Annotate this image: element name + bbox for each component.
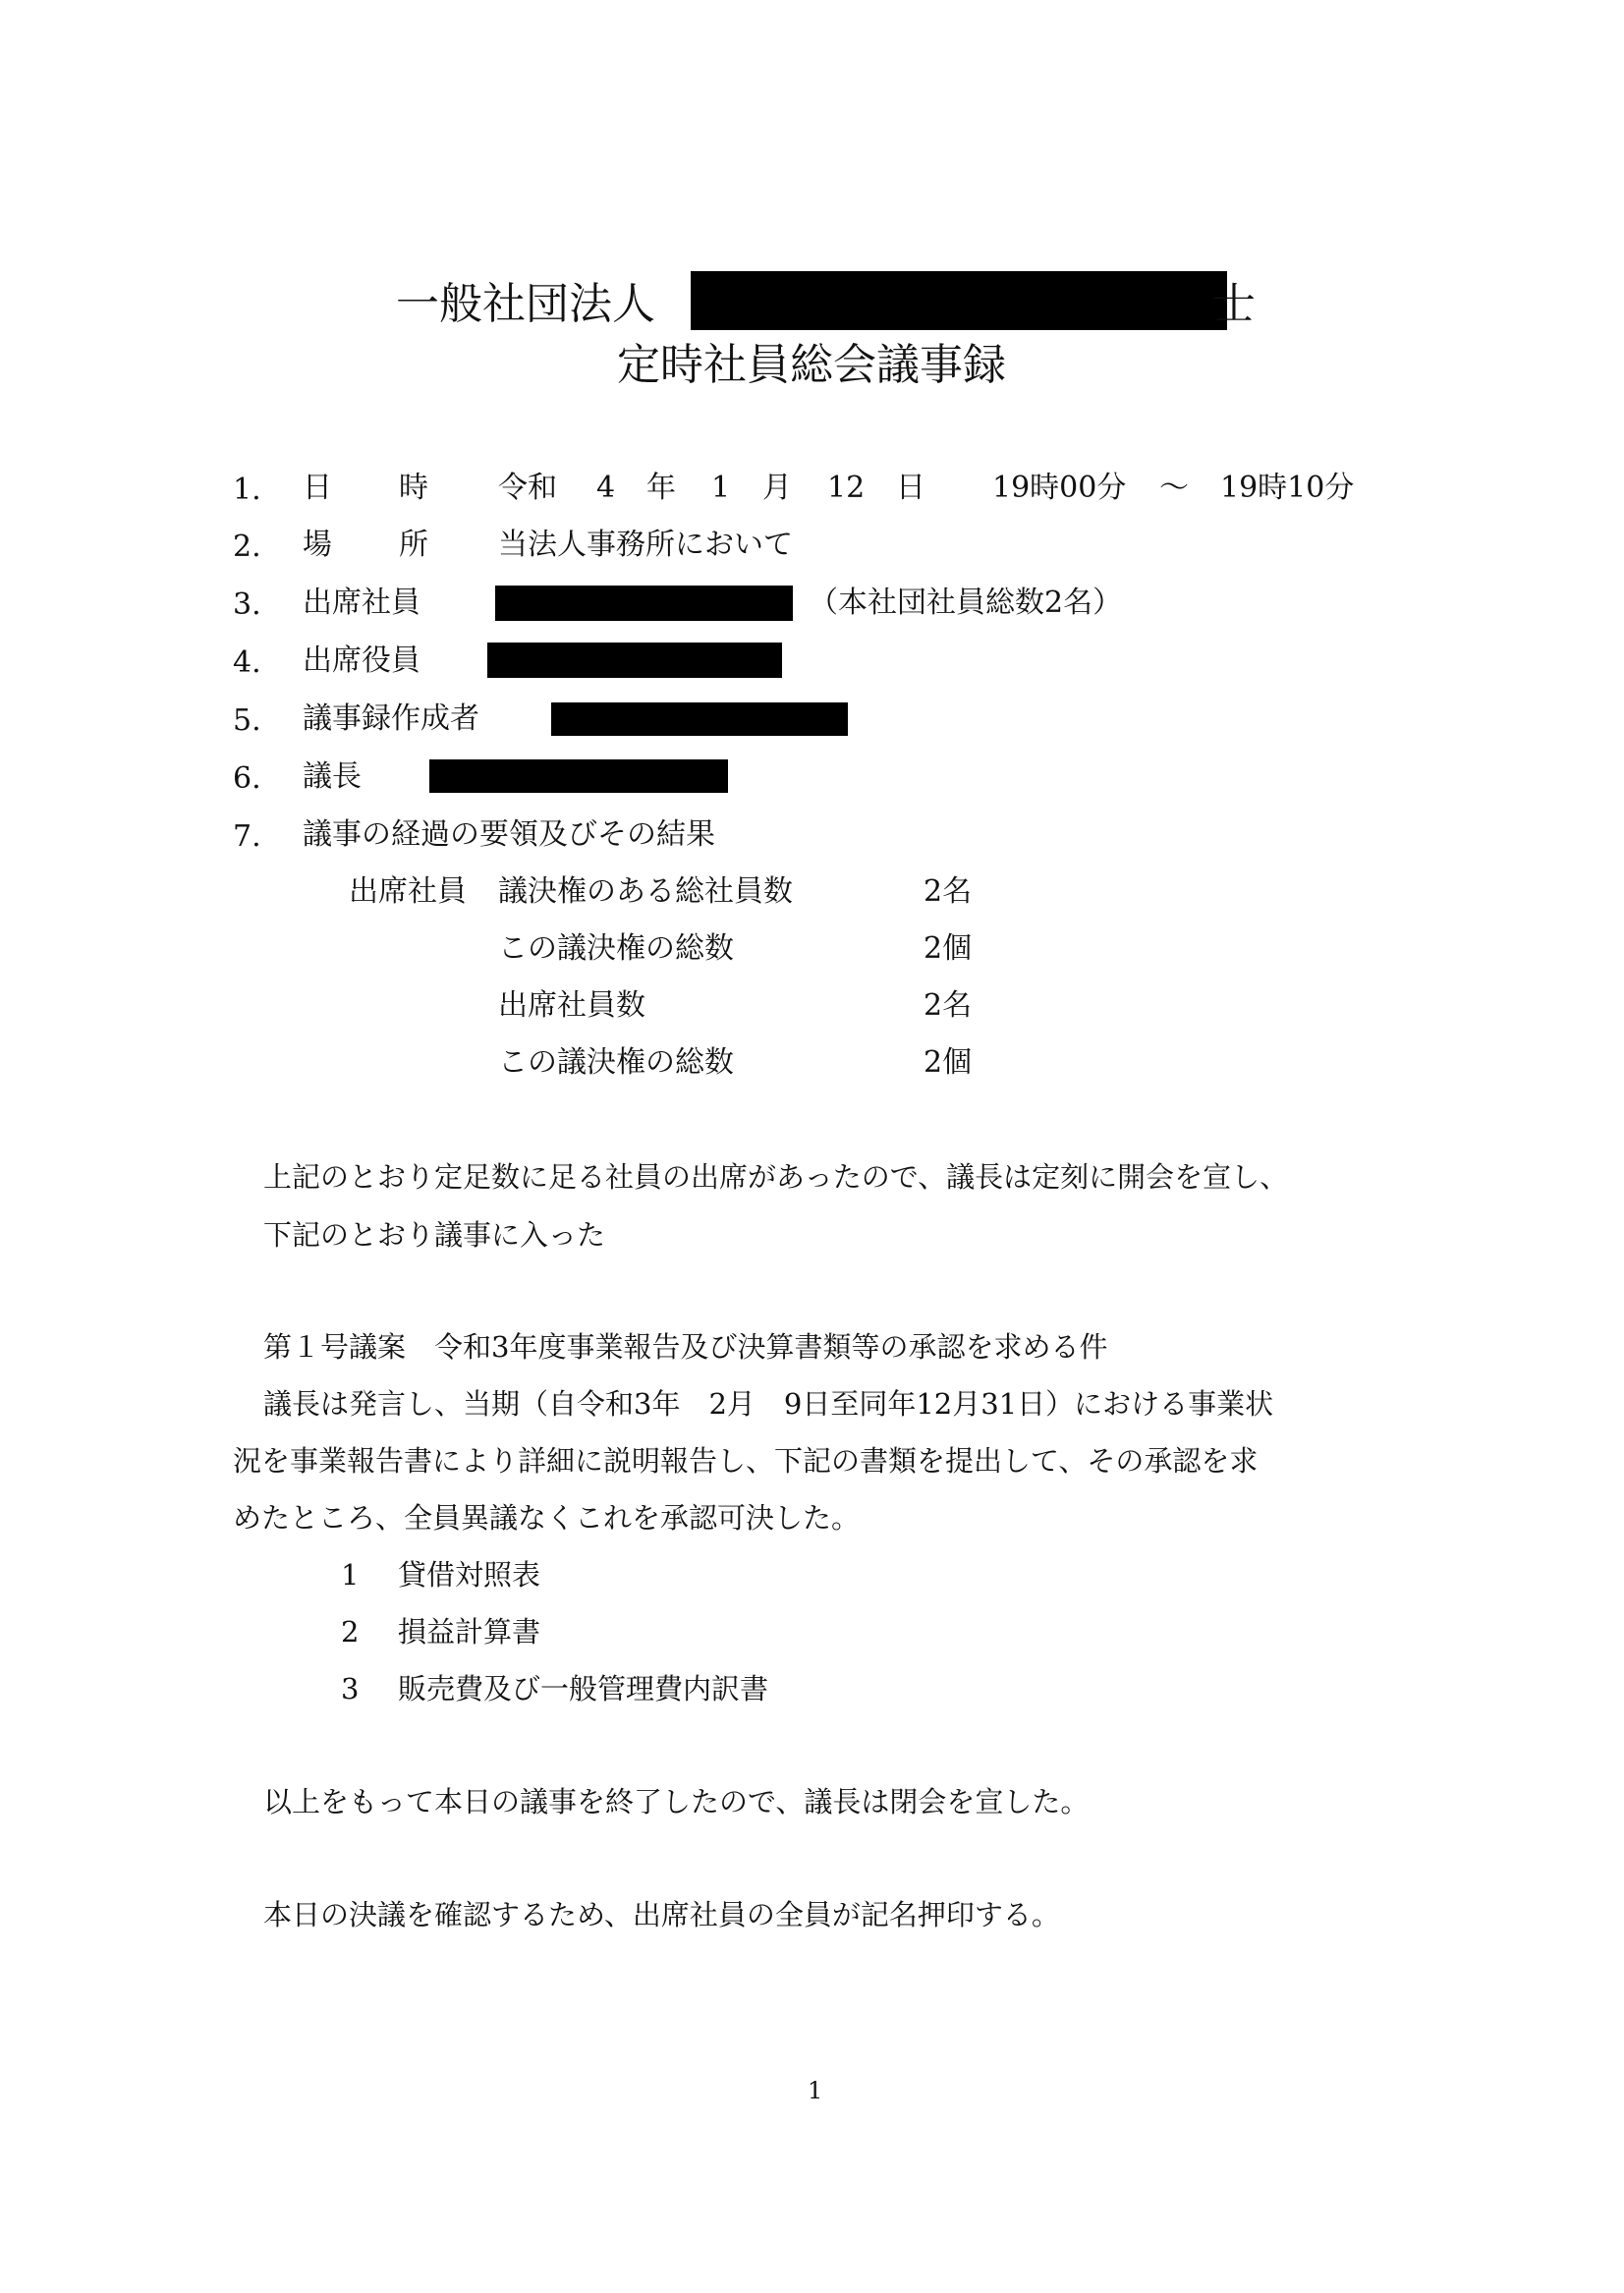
attendance-row-value: 2個	[924, 1045, 973, 1080]
attendance-row-label: この議決権の総数	[498, 1045, 734, 1080]
item-number: 6.	[233, 761, 261, 796]
attendance-row-label: 出席社員数	[498, 988, 645, 1023]
item-label: 場	[303, 528, 332, 562]
attendance-row-label: 議決権のある総社員数	[498, 874, 793, 909]
attendance-row-label: この議決権の総数	[498, 931, 734, 966]
time-start: 19時00分	[992, 471, 1127, 505]
document-title: 定時社員総会議事録	[617, 340, 1006, 390]
date-year-unit: 年	[646, 471, 676, 505]
item-number: 4.	[233, 645, 261, 680]
doc-number: 2	[341, 1615, 360, 1649]
signing-statement: 本日の決議を確認するため、出席社員の全員が記名押印する。	[263, 1898, 1060, 1931]
item-label: 議事録作成者	[303, 701, 479, 736]
item-label: 出席社員	[303, 586, 420, 620]
attendance-row-value: 2名	[924, 988, 973, 1023]
attendance-group-label: 出席社員	[349, 874, 467, 909]
doc-label: 損益計算書	[398, 1615, 541, 1649]
agenda-title: 第１号議案 令和3年度事業報告及び決算書類等の承認を求める件	[263, 1330, 1108, 1364]
time-tilde: ～	[1159, 471, 1189, 505]
paragraph-line: 議長は発言し、当期（自令和3年 2月 9日至同年12月31日）における事業状	[263, 1387, 1274, 1421]
attendance-row-value: 2個	[924, 931, 973, 966]
paragraph-line: めたところ、全員異議なくこれを承認可決した。	[233, 1501, 861, 1535]
item-number: 2.	[233, 530, 261, 564]
date-day-unit: 日	[896, 471, 925, 505]
item-label: 議事の経過の要領及びその結果	[303, 817, 715, 852]
paragraph-line: 況を事業報告書により詳細に説明報告し、下記の書類を提出して、その承認を求	[233, 1444, 1259, 1478]
paragraph-line: 上記のとおり定足数に足る社員の出席があったので、議長は定刻に開会を宣し、	[263, 1160, 1289, 1194]
date-year: 4	[596, 471, 616, 505]
doc-number: 1	[341, 1558, 360, 1592]
attendance-row-value: 2名	[924, 874, 973, 909]
redacted-officers	[487, 643, 782, 678]
org-name-prefix: 一般社団法人	[396, 279, 655, 329]
item-label: 議長	[303, 759, 362, 794]
redacted-org-name	[691, 271, 1227, 330]
item-label: 出席役員	[303, 643, 420, 678]
item-label: 時	[399, 471, 428, 505]
item-label: 日	[303, 471, 332, 505]
item-number: 7.	[233, 819, 261, 854]
date-day: 12	[827, 471, 866, 505]
item-number: 1.	[233, 473, 261, 507]
item-number: 3.	[233, 587, 261, 622]
member-total-note: （本社団社員総数2名）	[809, 586, 1123, 620]
place-value: 当法人事務所において	[498, 528, 793, 562]
paragraph-line: 下記のとおり議事に入った	[263, 1218, 606, 1252]
item-label: 所	[399, 528, 428, 562]
time-end: 19時10分	[1220, 471, 1355, 505]
doc-label: 販売費及び一般管理費内訳書	[398, 1672, 769, 1706]
closing-statement: 以上をもって本日の議事を終了したので、議長は閉会を宣した。	[263, 1785, 1090, 1818]
item-number: 5.	[233, 703, 261, 738]
redacted-chairperson	[429, 759, 728, 793]
date-era: 令和	[498, 471, 557, 505]
doc-label: 貸借対照表	[398, 1558, 541, 1592]
date-month: 1	[711, 471, 731, 505]
doc-number: 3	[341, 1672, 360, 1706]
page-number: 1	[808, 2077, 823, 2104]
redacted-attendees	[495, 586, 793, 621]
org-name-suffix: 士	[1212, 279, 1256, 329]
redacted-minute-taker	[551, 702, 848, 736]
date-month-unit: 月	[762, 471, 792, 505]
